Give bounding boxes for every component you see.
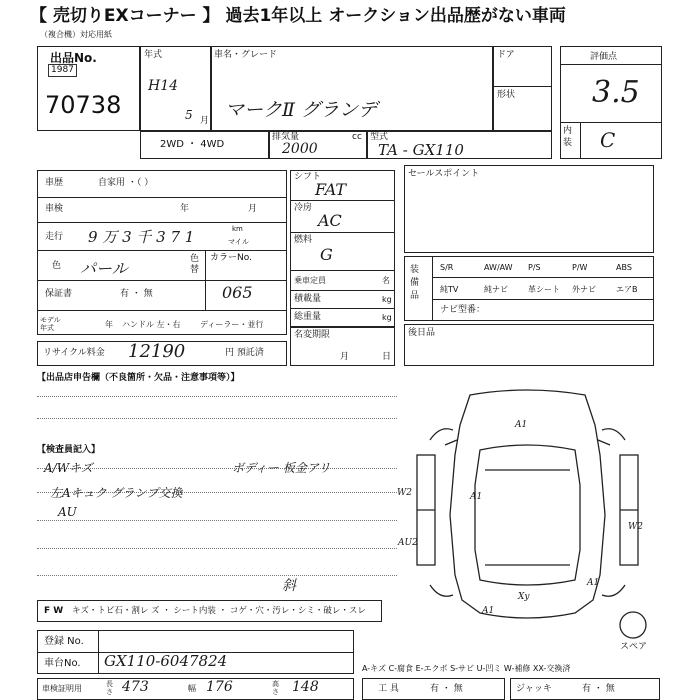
aircon-label: 冷房 — [294, 203, 313, 213]
load-label: 積載量 — [294, 294, 322, 304]
tools-options: 有 ・ 無 — [430, 684, 463, 694]
dimensions-label: 車検証明用 — [42, 684, 82, 693]
displacement-label: 排気量 — [272, 132, 300, 142]
chassis-label: 車台No. — [44, 658, 81, 669]
capacity-label: 乗車定員 — [294, 276, 326, 285]
registration-period-month: 月 — [340, 352, 350, 362]
len-value: 473 — [122, 679, 149, 695]
tools-label: 工 具 — [378, 684, 399, 694]
diagram-mark: W2 — [628, 522, 643, 532]
diagram-mark: W2 — [397, 488, 412, 498]
lot-label: 出品No. — [50, 51, 97, 65]
inspection-label: 車検 — [45, 204, 64, 214]
inspector-note-3: AU — [58, 505, 77, 519]
recycle-unit: 円 預託済 — [225, 348, 264, 358]
equipment-label: 装備品 — [410, 265, 420, 301]
history-label: 車歴 — [45, 178, 64, 188]
equipment-item: 革シート — [528, 285, 560, 294]
ht-value: 148 — [292, 679, 319, 695]
fuel-label: 燃料 — [294, 235, 313, 245]
jack-label: ジャッキ — [516, 684, 552, 694]
diagram-mark: A1 — [482, 606, 495, 616]
warranty-options: 有 ・ 無 — [120, 289, 153, 299]
chassis-value: GX110-6047824 — [104, 652, 228, 670]
diagram-mark: A1 — [587, 578, 600, 588]
warranty-label: 保証書 — [45, 289, 73, 299]
mileage-value: 9 万 3 千 3 7 1 — [88, 228, 195, 246]
color-no-label: カラーNo. — [210, 253, 252, 263]
jack-options: 有 ・ 無 — [582, 684, 615, 694]
diagram-mark: A1 — [470, 492, 483, 502]
declaration-label: 【出品店申告欄（不良箇所・欠品・注意事項等）】 — [37, 373, 240, 383]
doors-label: ドア — [497, 50, 515, 60]
color-value: パール — [80, 259, 128, 278]
equipment-item: 外ナビ — [572, 285, 596, 294]
inspector-note-1: A/Wキズ — [44, 461, 93, 475]
load-unit: kg — [382, 295, 392, 304]
model-row-handle: ハンドル 左・右 — [122, 320, 181, 329]
fuel-value: G — [320, 245, 333, 264]
inspector-note-4: ボディー 板金アリ — [232, 461, 331, 475]
car-damage-diagram — [395, 385, 660, 650]
model-code-value: TA - GX110 — [378, 141, 464, 159]
recycle-label: リサイクル料金 — [43, 348, 105, 358]
shape-label: 形状 — [497, 90, 516, 100]
wid-label: 幅 — [188, 684, 196, 693]
grade-label: 評価点 — [590, 52, 618, 62]
month-label: 月 — [200, 116, 210, 126]
diagram-handwriting: 斜 — [282, 578, 296, 594]
diagram-mark: Xy — [518, 592, 530, 602]
year-label: 年式 — [144, 50, 163, 60]
drive-label: 2WD ・ 4WD — [160, 139, 225, 150]
registration-period-day: 日 — [382, 352, 392, 362]
fw-label: F W — [44, 606, 64, 616]
len-label: 長さ — [106, 680, 113, 696]
inspection-month: 月 — [248, 204, 258, 214]
recycle-value: 12190 — [128, 341, 186, 362]
equipment-item: P/S — [528, 263, 541, 272]
equipment-item: P/W — [572, 263, 588, 272]
registration-label: 登録 No. — [44, 636, 84, 647]
header-title: 【 売切りEXコーナー 】 過去1年以上 オークション出品歴がない車両 — [30, 6, 566, 26]
registration-period-label: 名変期限 — [294, 330, 331, 340]
mileage-mile: マイル — [228, 238, 249, 246]
car-name-label: 車名・グレード — [214, 50, 278, 60]
history-value: 自家用 ・（ ） — [98, 178, 154, 188]
equipment-item: 純TV — [440, 285, 459, 294]
legend: A-キズ C-腐食 E-エクボ S-サビ U-凹ミ W-補修 XX-交換済 — [362, 664, 571, 673]
form-type: （複合機）対応用紙 — [40, 30, 112, 39]
post-date-label: 後日品 — [408, 328, 436, 338]
shift-label: シフト — [294, 172, 322, 182]
car-name-value: マークⅡ グランデ — [225, 99, 377, 121]
interior-value: C — [600, 128, 616, 152]
month-value: 5 — [185, 108, 193, 122]
capacity-unit: 名 — [382, 276, 390, 285]
sales-point-label: セールスポイント — [408, 169, 480, 179]
color-no-value: 065 — [222, 283, 253, 302]
interior-label: 内装 — [563, 126, 573, 148]
model-row-label: モデル年式 — [40, 316, 61, 332]
equipment-item: ABS — [616, 263, 632, 272]
navi-label: ナビ型番： — [440, 305, 486, 315]
model-code-label: 型式 — [370, 132, 389, 142]
grade-value: 3.5 — [592, 75, 640, 110]
equipment-item: AW/AW — [484, 263, 513, 272]
color-change: 色替 — [190, 254, 200, 275]
spare-label: スペア — [620, 642, 648, 652]
lot-code: 1987 — [48, 64, 77, 77]
diagram-mark: A1 — [515, 420, 528, 430]
inspection-year: 年 — [180, 204, 190, 214]
fw-items: キズ・トビ石・割レ ズ ・ シート内装 ・ コゲ・穴・汚レ・シミ・破レ・スレ — [72, 606, 366, 616]
equipment-item: 純ナビ — [484, 285, 508, 294]
weight-label: 総重量 — [294, 312, 322, 322]
displacement-value: 2000 — [282, 141, 318, 157]
ht-label: 高さ — [272, 680, 279, 696]
lot-number: 70738 — [45, 91, 122, 119]
aircon-value: AC — [318, 211, 342, 230]
inspector-label: 【検査員記入】 — [37, 445, 101, 455]
model-row-year: 年 — [105, 320, 113, 329]
mileage-km: km — [232, 225, 243, 233]
mileage-label: 走行 — [45, 232, 64, 242]
model-row-dealer: ディーラー・並行 — [200, 320, 264, 329]
equipment-item: エアB — [616, 285, 638, 294]
inspector-note-2: 左Aキュク グランプ交換 — [50, 486, 183, 500]
post-date-box — [404, 324, 654, 366]
wid-value: 176 — [206, 679, 233, 695]
weight-unit: kg — [382, 313, 392, 322]
shift-value: FAT — [315, 180, 347, 199]
diagram-mark: AU2 — [398, 538, 418, 548]
equipment-item: S/R — [440, 263, 454, 272]
displacement-unit: cc — [352, 132, 362, 142]
color-label: 色 — [52, 261, 62, 271]
year-value: H14 — [148, 78, 179, 94]
